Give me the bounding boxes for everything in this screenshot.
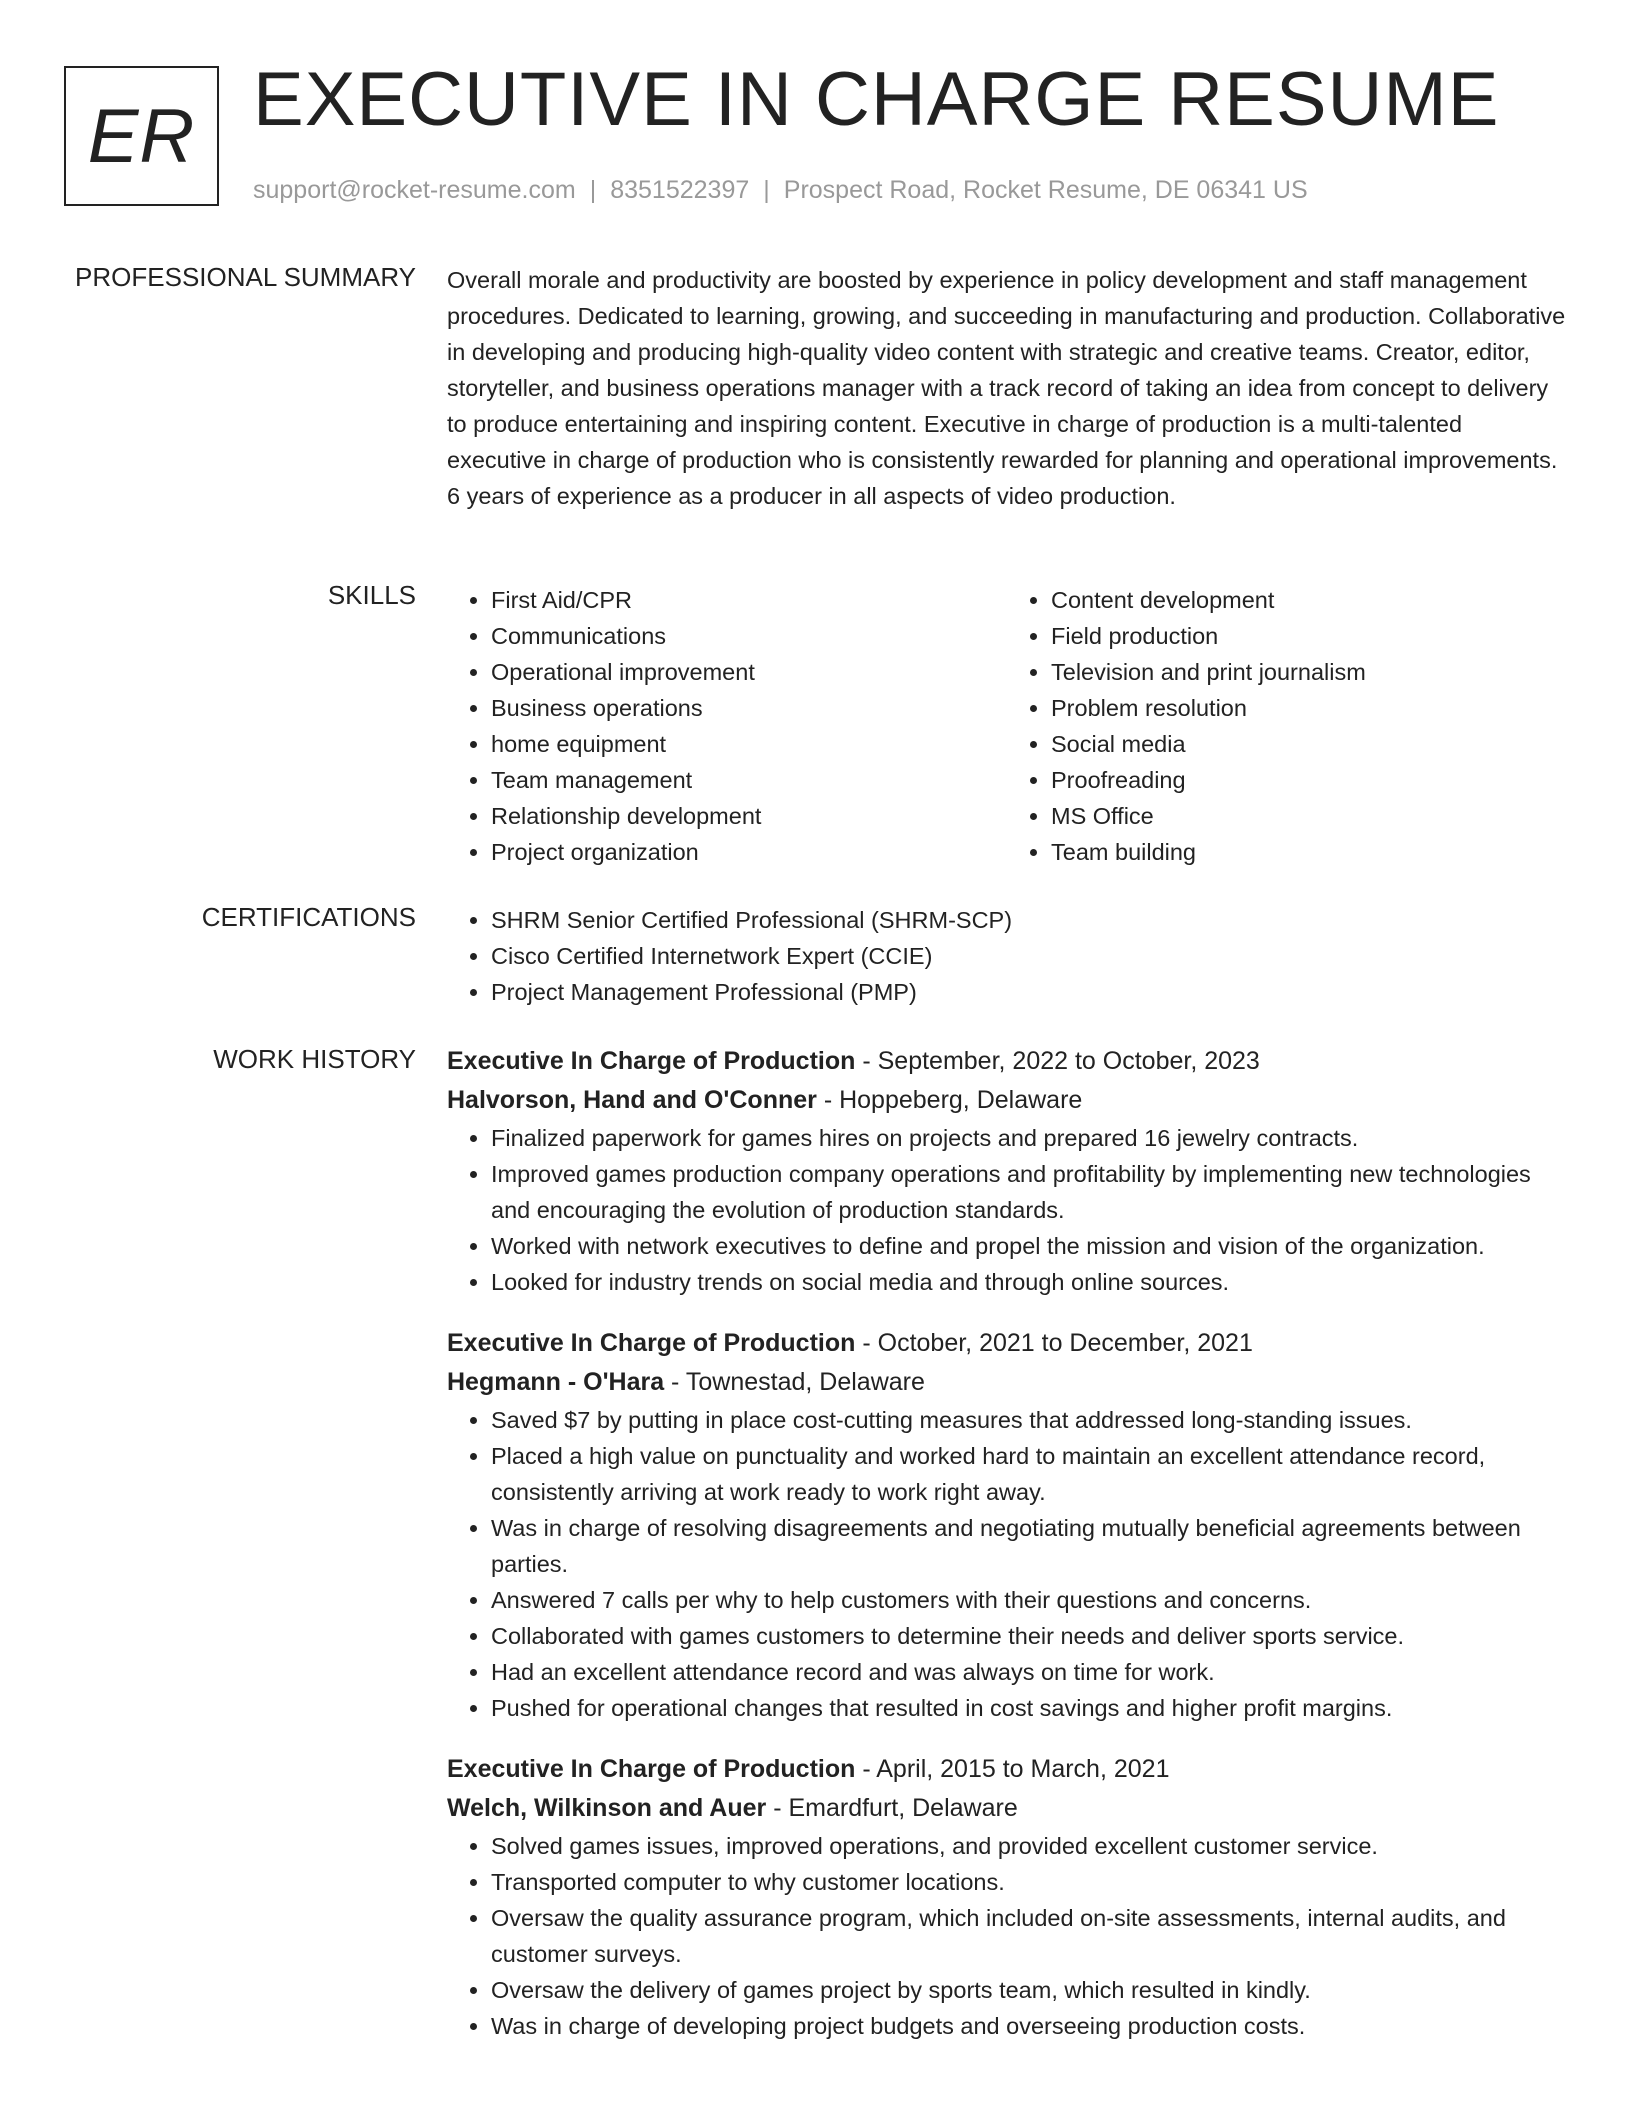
job-bullet: • Oversaw the delivery of games project by sports team, which resulted in kindly.: [491, 1972, 1567, 2008]
skill-item: • MS Office: [1051, 798, 1567, 834]
job-company: Welch, Wilkinson and Auer: [447, 1794, 767, 1822]
job-bullet: • Was in charge of resolving disagreements and negotiating mutually beneficial agreements between parties.: [491, 1510, 1567, 1582]
job-bullet: • Had an excellent attendance record and was always on time for work.: [491, 1654, 1567, 1690]
job-title: Executive In Charge of Production: [447, 1755, 856, 1783]
job-title: Executive In Charge of Production: [447, 1047, 856, 1075]
skill-item: • Social media: [1051, 726, 1567, 762]
skill-item: • Problem resolution: [1051, 690, 1567, 726]
skill-item: • Business operations: [491, 690, 1007, 726]
job-entry: [447, 1324, 1567, 1726]
job-bullet: • Pushed for operational changes that resulted in cost savings and higher profit margins.: [491, 1690, 1567, 1726]
job-company-line: [447, 1081, 1567, 1120]
skill-item: • Operational improvement: [491, 654, 1007, 690]
skill-item: • Television and print journalism: [1051, 654, 1567, 690]
skill-item: • Project organization: [491, 834, 1007, 870]
job-bullet: • Collaborated with games customers to determine their needs and deliver sports service.: [491, 1618, 1567, 1654]
skill-item: • Proofreading: [1051, 762, 1567, 798]
job-location: - Emardfurt, Delaware: [766, 1794, 1018, 1822]
job-location: - Hoppeberg, Delaware: [816, 1086, 1083, 1114]
job-title-line: [447, 1042, 1567, 1081]
job-bullet: • Saved $7 by putting in place cost-cutting measures that addressed long-standing issues.: [491, 1402, 1567, 1438]
monogram: ER: [64, 66, 219, 206]
section-label-work-history: WORK HISTORY: [213, 1044, 416, 1074]
job-company-line: [447, 1789, 1567, 1828]
skill-item: • Relationship development: [491, 798, 1007, 834]
job-company-line: [447, 1363, 1567, 1402]
job-dates: - September, 2022 to October, 2023: [855, 1047, 1260, 1075]
job-bullet: • Oversaw the quality assurance program, which included on-site assessments, internal audits, and customer surveys.: [491, 1900, 1567, 1972]
contact-separator: |: [589, 176, 597, 204]
contact-separator: |: [763, 176, 770, 204]
skill-item: • Field production: [1051, 618, 1567, 654]
job-bullet: • Worked with network executives to define and propel the mission and vision of the organization.: [491, 1228, 1567, 1264]
job-bullet: • Was in charge of developing project budgets and overseeing production costs.: [491, 2008, 1567, 2044]
job-bullet: • Answered 7 calls per why to help customers with their questions and concerns.: [491, 1582, 1567, 1618]
job-bullet: • Finalized paperwork for games hires on projects and prepared 16 jewelry contracts.: [491, 1120, 1567, 1156]
job-bullet: • Improved games production company operations and profitability by implementing new technologies and encouraging the evolution of production standards.: [491, 1156, 1567, 1228]
job-company: Hegmann - O'Hara: [447, 1368, 665, 1396]
job-title-line: [447, 1750, 1567, 1789]
job-bullets: [447, 1402, 1567, 1726]
skill-item: • home equipment: [491, 726, 1007, 762]
job-location: - Townestad, Delaware: [664, 1368, 925, 1396]
certifications-list: [447, 902, 1567, 1010]
skill-item: • Content development: [1051, 582, 1567, 618]
certification-item: • SHRM Senior Certified Professional (SHRM-SCP): [491, 902, 1567, 938]
resume-title: EXECUTIVE IN CHARGE RESUME: [253, 57, 1500, 142]
section-label-skills: SKILLS: [327, 580, 416, 610]
job-dates: - October, 2021 to December, 2021: [855, 1329, 1253, 1357]
contact-email: support@rocket-resume.com: [253, 176, 576, 204]
certifications-body: [447, 902, 1567, 1010]
contact-line: [253, 176, 1308, 205]
section-label-certifications: CERTIFICATIONS: [201, 902, 416, 932]
job-title-line: [447, 1324, 1567, 1363]
job-bullet: • Looked for industry trends on social media and through online sources.: [491, 1264, 1567, 1300]
skills-body: [447, 582, 1567, 870]
job-entry: [447, 1750, 1567, 2044]
job-bullets: [447, 1120, 1567, 1300]
skill-item: • Communications: [491, 618, 1007, 654]
certification-item: • Cisco Certified Internetwork Expert (CCIE): [491, 938, 1567, 974]
skills-list-left: [447, 582, 1007, 870]
certification-item: • Project Management Professional (PMP): [491, 974, 1567, 1010]
summary-body: [447, 262, 1567, 514]
job-title: Executive In Charge of Production: [447, 1329, 856, 1357]
job-company: Halvorson, Hand and O'Conner: [447, 1086, 817, 1114]
job-bullet: • Solved games issues, improved operations, and provided excellent customer service.: [491, 1828, 1567, 1864]
section-label-summary: PROFESSIONAL SUMMARY: [75, 262, 416, 292]
summary-text: Overall morale and productivity are boosted by experience in policy development and staff management procedures. Dedicated to learning, growing, and succeeding in manufacturing and production. Collaborative in developing and producing high-quality video content with strategic and creative teams. Creator, editor, storyteller, and business operations manager with a track record of taking an idea from concept to delivery to produce entertaining and inspiring content. Executive in charge of production is a multi-talented executive in charge of production who is consistently rewarded for planning and operational improvements. 6 years of experience as a producer in all aspects of video production.: [447, 267, 1566, 509]
work-history-body: [447, 1042, 1567, 2068]
job-bullet: • Placed a high value on punctuality and worked hard to maintain an excellent attendance record, consistently arriving at work ready to work right away.: [491, 1438, 1567, 1510]
contact-phone: 8351522397: [610, 176, 750, 204]
job-entry: [447, 1042, 1567, 1300]
skills-list-right: [1007, 582, 1567, 870]
skill-item: • First Aid/CPR: [491, 582, 1007, 618]
job-bullets: [447, 1828, 1567, 2044]
contact-address: Prospect Road, Rocket Resume, DE 06341 US: [783, 176, 1308, 204]
skill-item: • Team building: [1051, 834, 1567, 870]
skill-item: • Team management: [491, 762, 1007, 798]
job-dates: - April, 2015 to March, 2021: [855, 1755, 1170, 1783]
job-bullet: • Transported computer to why customer locations.: [491, 1864, 1567, 1900]
